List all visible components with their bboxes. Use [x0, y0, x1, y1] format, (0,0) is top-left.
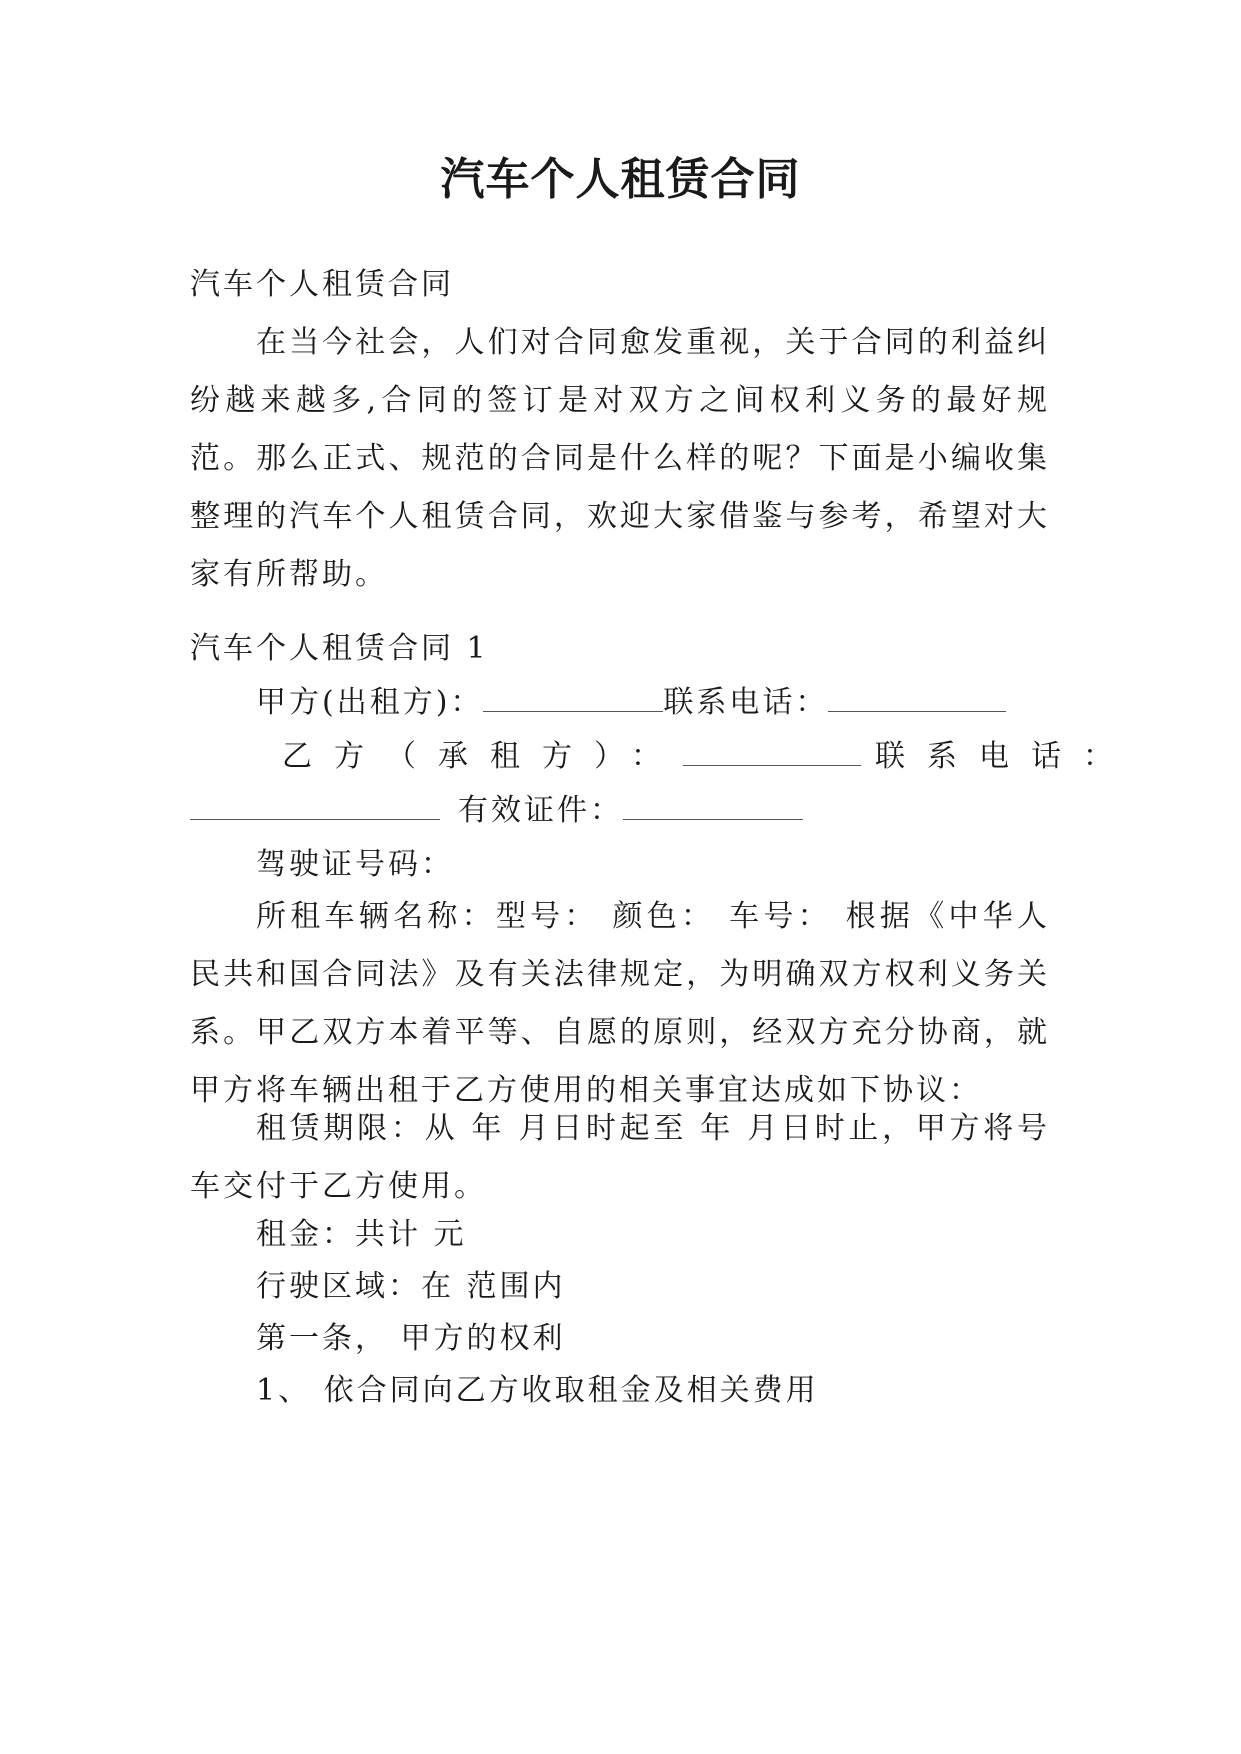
- party-a-phone-blank[interactable]: [828, 681, 1006, 712]
- party-a-blank[interactable]: [483, 681, 663, 712]
- party-b-line: [282, 728, 1142, 786]
- party-b-phone-blank[interactable]: [190, 789, 440, 820]
- party-b-phone-label: 联系电话：: [875, 739, 1135, 774]
- article-1-heading: 第一条， 甲方的权利: [256, 1321, 566, 1356]
- party-a-phone-label: 联系电话：: [663, 685, 829, 720]
- document-title: 汽车个人租赁合同: [440, 154, 801, 205]
- rent-line: 租金：共计 元: [256, 1217, 467, 1252]
- id-blank[interactable]: [623, 789, 803, 820]
- party-b-label: 乙方（承租方）：: [282, 739, 683, 774]
- id-line: [190, 782, 1050, 840]
- term-paragraph: 租赁期限：从 年 月日时起至 年 月日时止，甲方将号车交付于乙方使用。: [190, 1111, 1050, 1204]
- party-a-line: [256, 674, 1050, 732]
- section-heading: 汽车个人租赁合同 1: [190, 631, 489, 666]
- license-label: 驾驶证号码：: [256, 847, 454, 882]
- vehicle-paragraph: 所租车辆名称：型号： 颜色： 车号： 根据《中华人民共和国合同法》及有关法律规定，为明确双方权利义务关系。甲乙双方本着平等、自愿的原则，经双方充分协商，就甲方将车辆出租于乙方使用的相关事宜达成如下协议：: [190, 899, 1050, 1108]
- id-label: 有效证件：: [458, 793, 623, 828]
- party-b-blank[interactable]: [683, 735, 861, 766]
- party-a-label: 甲方(出租方)：: [256, 685, 484, 720]
- intro-paragraph: 在当今社会，人们对合同愈发重视，关于合同的利益纠纷越来越多,合同的签订是对双方之间权利义务的最好规范。那么正式、规范的合同是什么样的呢？下面是小编收集整理的汽车个人租赁合同，欢迎大家借鉴与参考，希望对大家有所帮助。: [190, 325, 1050, 592]
- area-line: 行驶区域：在 范围内: [256, 1269, 566, 1304]
- article-1-item-1: 1、 依合同向乙方收取租金及相关费用: [256, 1373, 819, 1408]
- document-subtitle: 汽车个人租赁合同: [190, 267, 454, 302]
